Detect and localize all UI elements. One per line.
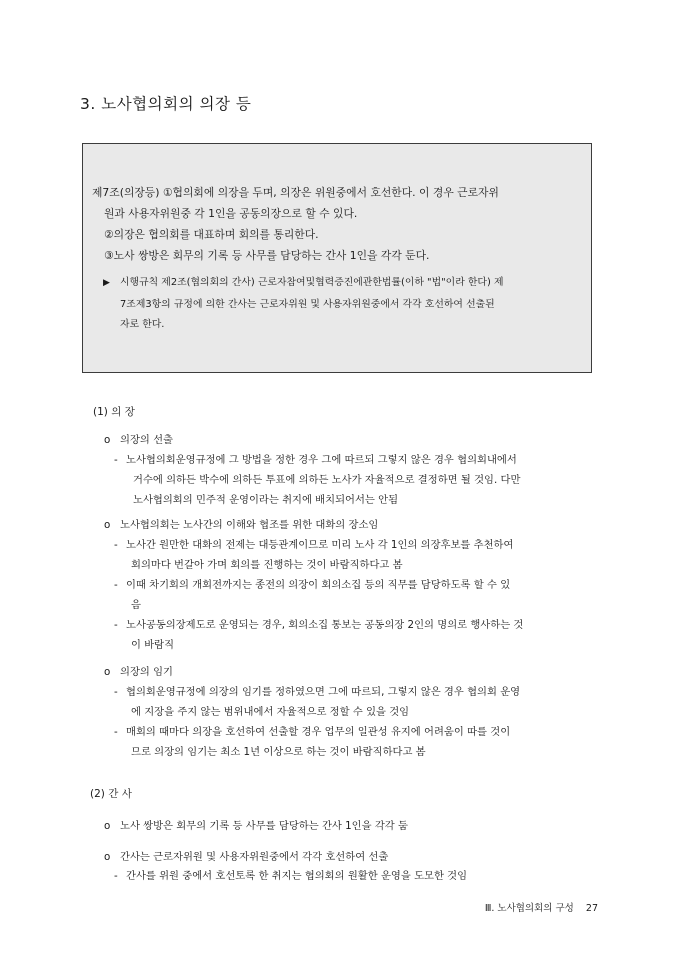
item-line: 노사간 원만한 대화의 전제는 대등관계이므로 미리 노사 각 1인의 의장후보를 추천하여 [126,539,514,551]
item-line: 므로 의장의 임기는 최소 1년 이상으로 하는 것이 바람직하다고 봄 [131,746,426,758]
item-line: 노사협의회의 민주적 운영이라는 취지에 배치되어서는 안됨 [133,494,399,506]
dash-marker: - [114,539,118,551]
dash-marker: - [114,726,118,738]
item-line: 음 [131,599,141,611]
bullet-title: 노사협의회는 노사간의 이해와 협조를 위한 대화의 장소임 [120,519,379,531]
arrow-marker-icon: ▶ [103,278,110,288]
law-article-line: 제7조(의장등) ①협의회에 의장을 두며, 의장은 위원중에서 호선한다. 이 경우 근로자위 [92,186,499,199]
item-line: 이 바람직 [131,639,175,651]
item-line: 매회의 때마다 의장을 호선하여 선출할 경우 업무의 일관성 유지에 어려움이 따를 것이 [126,726,511,738]
bullet-circle-icon: o [104,820,111,832]
item-line: 이때 차기회의 개회전까지는 종전의 의장이 회의소집 등의 직무를 담당하도록 할 수 있 [126,579,511,591]
law-article-line: 원과 사용자위원중 각 1인을 공동의장으로 할 수 있다. [104,207,358,220]
item-line: 거수에 의하든 박수에 의하든 투표에 의하든 노사가 자율적으로 결정하면 될 것임. 다만 [133,474,521,486]
item-line: 에 지장을 주지 않는 범위내에서 자율적으로 정할 수 있을 것임 [131,706,410,718]
law-article-line: ③노사 쌍방은 회무의 기록 등 사무를 담당하는 간사 1인을 각각 둔다. [104,249,430,262]
dash-marker: - [114,579,118,591]
page-footer [485,900,598,914]
dash-marker: - [114,454,118,466]
bullet-circle-icon: o [104,851,111,863]
bullet-title: 의장의 선출 [120,434,174,446]
enforcement-rule-line: 7조제3항의 규정에 의한 간사는 근로자위원 및 사용자위원중에서 각각 호선하여 선출된 [120,299,495,310]
item-line: 회의마다 번갈아 가며 회의를 진행하는 것이 바람직하다고 봄 [131,559,403,571]
enforcement-rule-line: 자로 한다. [120,319,165,330]
bullet-title: 노사 쌍방은 회무의 기록 등 사무를 담당하는 간사 1인을 각각 둠 [120,820,408,832]
subsection-title-chair: (1) 의 장 [93,406,135,418]
item-line: 간사를 위원 중에서 호선토록 한 취지는 협의회의 원활한 운영을 도모한 것임 [126,870,468,882]
item-line: 협의회운영규정에 의장의 임기를 정하였으면 그에 따르되, 그렇지 않은 경우 협의회 운영 [126,686,521,698]
dash-marker: - [114,619,118,631]
bullet-circle-icon: o [104,519,111,531]
subsection-title-secretary: (2) 간 사 [90,788,132,800]
footer-chapter: Ⅲ. 노사협의회의 구성 [484,903,574,914]
dash-marker: - [114,686,118,698]
bullet-title: 의장의 임기 [120,666,174,678]
bullet-circle-icon: o [104,434,111,446]
item-line: 노사협의회운영규정에 그 방법을 정한 경우 그에 따르되 그렇지 않은 경우 협의회내에서 [126,454,517,466]
law-article-line: ②의장은 협의회를 대표하며 회의를 통리한다. [104,228,319,241]
item-line: 노사공동의장제도로 운영되는 경우, 회의소집 통보는 공동의장 2인의 명의로 행사하는 것 [126,619,524,631]
dash-marker: - [114,870,118,882]
section-heading: 3. 노사협의회의 의장 등 [80,95,252,113]
bullet-circle-icon: o [104,666,111,678]
bullet-title: 간사는 근로자위원 및 사용자위원중에서 각각 호선하여 선출 [120,851,389,863]
enforcement-rule-line: 시행규칙 제2조(협의회의 간사) 근로자참여및협력증진에관한법률(이하 "법"이라 한다) 제 [120,277,504,288]
page-number: 27 [585,903,598,914]
